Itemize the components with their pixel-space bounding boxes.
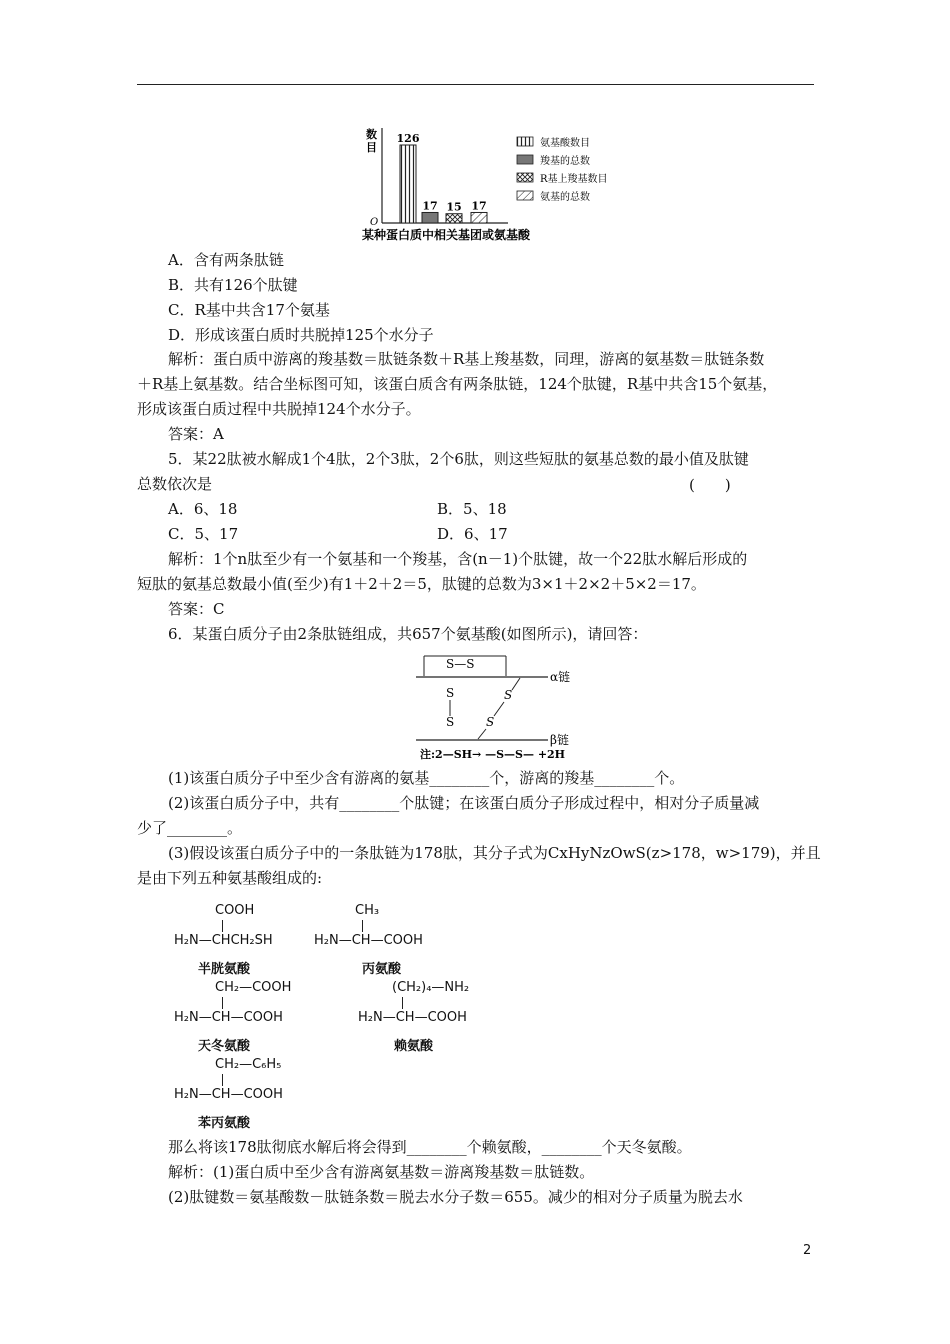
q6-sub3-line-2: 是由下列五种氨基酸组成的:: [137, 869, 323, 887]
lysine-top-group: (CH₂)₄—NH₂: [392, 980, 470, 995]
q6-analysis-line-2: (2)肽键数＝氨基酸数－肽链条数＝脱去水分子数＝655。减少的相对分子质量为脱去水: [168, 1188, 743, 1206]
s-right-1: S: [504, 688, 513, 702]
q5-option-d: D．6、17: [437, 525, 508, 543]
bar-chart: [360, 122, 630, 244]
legend-label-1: 氨基酸数目: [540, 138, 590, 149]
q4-analysis-line-2: ＋R基上氨基数。结合坐标图可知，该蛋白质含有两条肽链，124个肽键，R基中共含15个氨基，: [137, 375, 778, 393]
q6-sub3-line-1: (3)假设该蛋白质分子中的一条肽链为178肽，其分子式为CxHyNzOwS(z>178，w>179)，并且: [168, 844, 821, 862]
legend-swatch-1: [517, 137, 533, 146]
q6-stem: 6．某蛋白质分子由2条肽链组成，共657个氨基酸(如图所示)，请回答：: [168, 625, 648, 643]
y-axis-label-1: 数: [366, 128, 377, 141]
alanine-name: 丙氨酸: [362, 962, 402, 977]
x-axis-label: 某种蛋白质中相关基团或氨基酸: [362, 228, 531, 242]
q5-stem-line-2: 总数依次是: [137, 475, 213, 493]
s-left-2: S: [446, 715, 455, 729]
alpha-chain-label: α链: [550, 670, 571, 684]
legend-swatch-2: [517, 155, 533, 164]
legend-label-2: 羧基的总数: [540, 156, 590, 167]
q4-analysis-line-3: 形成该蛋白质过程中共脱掉124个水分子。: [137, 400, 421, 418]
q4-analysis-line-1: 解析：蛋白质中游离的羧基数＝肽链条数＋R基上羧基数，同理，游离的氨基数＝肽链条数: [168, 350, 765, 368]
q4-option-d: D．形成该蛋白质时共脱掉125个水分子: [168, 326, 434, 344]
legend-swatch-3: [517, 173, 533, 182]
legend-label-3: R基上羧基数目: [540, 174, 608, 185]
alanine-main-chain: H₂N—CH—COOH: [314, 933, 423, 948]
cysteine-name: 半胱氨酸: [198, 962, 251, 977]
alanine-top-group: CH₃: [355, 903, 380, 918]
header-rule: [137, 84, 814, 85]
q5-option-b: B．5、18: [437, 500, 507, 518]
lysine-name: 赖氨酸: [394, 1039, 434, 1054]
origin-label: O: [370, 217, 379, 228]
s-left-1: S: [446, 686, 455, 700]
lysine-bond: [402, 997, 403, 1009]
legend-swatch-4: [517, 191, 533, 200]
q5-stem-line-1: 5．某22肽被水解成1个4肽，2个3肽，2个6肽，则这些短肽的氨基总数的最小值及肽键: [168, 450, 749, 468]
phenylalanine-top-group: CH₂—C₆H₅: [215, 1057, 282, 1072]
ss-diag-bond-bottom: [478, 729, 486, 739]
bar-value-label-4: 17: [471, 199, 487, 213]
bar-value-label-3: 15: [446, 200, 462, 214]
q5-option-c: C．5、17: [168, 525, 239, 543]
q6-sub1: (1)该蛋白质分子中至少含有游离的氨基________个，游离的羧基________个。: [168, 769, 685, 787]
aspartate-main-chain: H₂N—CH—COOH: [174, 1010, 283, 1025]
bar-value-label-2: 17: [422, 199, 438, 213]
ss-top-label: S—S: [446, 657, 475, 671]
q6-hydrolysis-question: 那么将该178肽彻底水解后将会得到________个赖氨酸，________个天冬氨酸。: [168, 1138, 692, 1156]
q5-answer-paren: ( ): [689, 476, 731, 494]
aspartate-bond: [222, 997, 223, 1009]
q6-analysis-line-1: 解析：(1)蛋白质中至少含有游离氨基数＝游离羧基数＝肽链数。: [168, 1163, 595, 1181]
bar-4: [471, 212, 487, 223]
q5-answer: 答案：C: [168, 600, 225, 618]
page-number: 2: [803, 1243, 812, 1258]
cysteine-main-chain: H₂N—CHCH₂SH: [174, 933, 273, 948]
phenylalanine-bond: [222, 1074, 223, 1086]
cysteine-bond: [222, 920, 223, 932]
q6-sub2-line-1: (2)该蛋白质分子中，共有________个肽键；在该蛋白质分子形成过程中，相对分子质量减: [168, 794, 760, 812]
bar-3: [446, 214, 462, 223]
s-right-2: S: [486, 715, 495, 729]
cysteine-top-group: COOH: [215, 903, 255, 918]
bar-2: [422, 212, 438, 223]
q5-analysis-line-2: 短肽的氨基总数最小值(至少)有1＋2＋2＝5，肽键的总数为3×1＋2×2＋5×2＝17。: [137, 575, 706, 593]
q4-option-a: A．含有两条肽链: [168, 251, 284, 269]
aspartate-name: 天冬氨酸: [198, 1039, 251, 1054]
ss-diag-bond-mid: [494, 702, 504, 716]
beta-chain-label: β链: [550, 733, 569, 747]
phenylalanine-main-chain: H₂N—CH—COOH: [174, 1087, 283, 1102]
y-axis-label-2: 目: [366, 141, 377, 154]
legend-label-4: 氨基的总数: [540, 192, 590, 203]
q4-answer: 答案：A: [168, 425, 224, 443]
q4-option-b: B．共有126个肽键: [168, 276, 298, 294]
q5-analysis-line-1: 解析：1个n肽至少有一个氨基和一个羧基，含(n－1)个肽键，故一个22肽水解后形成的: [168, 550, 748, 568]
bar-value-label-1: 126: [396, 132, 420, 145]
diagram-note: 注:2—SH→ —S—S— +2H: [420, 748, 566, 761]
q5-option-a: A．6、18: [168, 500, 238, 518]
q6-sub2-line-2: 少了________。: [137, 819, 243, 837]
ss-diag-bond-top: [512, 678, 520, 690]
phenylalanine-name: 苯丙氨酸: [198, 1116, 251, 1131]
alanine-bond: [362, 920, 363, 932]
lysine-main-chain: H₂N—CH—COOH: [358, 1010, 467, 1025]
q4-option-c: C．R基中共含17个氨基: [168, 301, 330, 319]
bar-1: [400, 145, 416, 223]
aspartate-top-group: CH₂—COOH: [215, 980, 292, 995]
disulfide-diagram: [410, 650, 580, 762]
